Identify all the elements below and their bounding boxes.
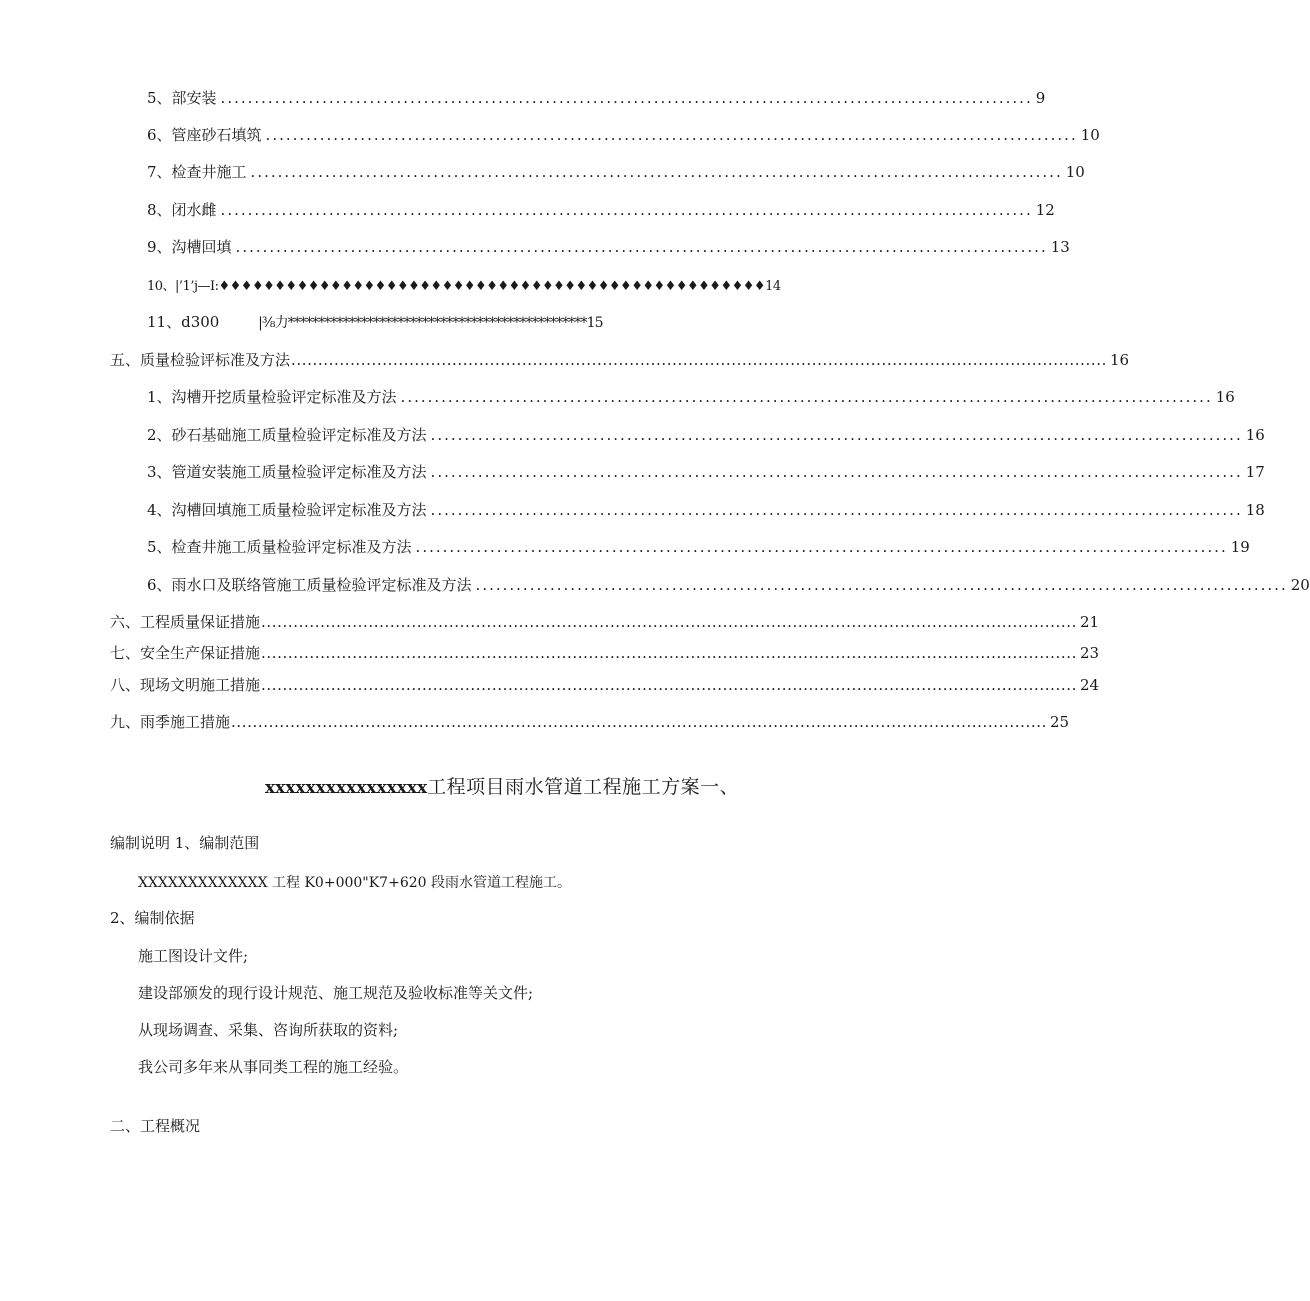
toc-leader-dots: ........................................................................................................................................................ [261, 644, 1077, 662]
toc-entry-garbled-text: |⅜力*************************************************15 [258, 315, 603, 331]
toc-entry[interactable] [147, 237, 1070, 257]
toc-entry[interactable] [147, 575, 1310, 595]
toc-leader-dots: ........................................................................................................................................................ [231, 713, 1047, 731]
toc-entry-label: 七、安全生产保证措施 [110, 644, 261, 662]
toc-page-number: 18 [1245, 501, 1265, 519]
toc-section-entry[interactable] [110, 643, 1100, 663]
toc-page-number: 25 [1049, 713, 1070, 731]
toc-leader-dots: ........................................................................................................................ [475, 576, 1288, 594]
toc-page-number: 19 [1230, 538, 1250, 556]
toc-entry-label: 6、雨水口及联络管施工质量检验评定标准及方法 [147, 576, 472, 594]
toc-entry-garbled-text: 10、|’1’j—I:♦♦♦♦♦♦♦♦♦♦♦♦♦♦♦♦♦♦♦♦♦♦♦♦♦♦♦♦♦♦♦♦♦♦♦♦♦♦♦♦♦♦♦♦♦♦♦♦♦14 [147, 279, 781, 294]
toc-leader-dots: ........................................................................................................................ [430, 426, 1243, 444]
toc-entry-label: 八、现场文明施工措施 [110, 676, 261, 694]
toc-entry-garbled[interactable] [147, 275, 781, 297]
toc-entry-label: 8、闭水雌 [147, 201, 217, 219]
section-heading: 编制说明 1、编制范围 [110, 834, 260, 852]
toc-entry-label: 5、检查井施工质量检验评定标准及方法 [147, 538, 412, 556]
toc-entry-label: 9、沟槽回填 [147, 238, 232, 256]
scope-paragraph: XXXXXXXXXXXXX 工程 K0+000"K7+620 段雨水管道工程施工。 [138, 875, 571, 891]
toc-leader-dots: ........................................................................................................................................................ [261, 676, 1077, 694]
toc-page-number: 10 [1080, 126, 1100, 144]
toc-entry[interactable] [147, 200, 1055, 220]
toc-entry-label: 6、管座砂石填筑 [147, 126, 262, 144]
toc-leader-dots: ........................................................................................................................ [430, 501, 1243, 519]
toc-page-number: 16 [1245, 426, 1265, 444]
toc-entry[interactable] [147, 88, 1046, 108]
toc-entry-label: 3、管道安装施工质量检验评定标准及方法 [147, 463, 427, 481]
toc-entry-label: 六、工程质量保证措施 [110, 613, 261, 631]
toc-entry-garbled[interactable] [147, 312, 707, 333]
basis-item: 建设部颁发的现行设计规范、施工规范及验收标准等关文件; [138, 984, 534, 1002]
toc-entry[interactable] [147, 425, 1265, 445]
toc-entry-label: 五、质量检验评标准及方法 [110, 351, 291, 369]
toc-entry-label: 2、砂石基础施工质量检验评定标准及方法 [147, 426, 427, 444]
toc-page-number: 17 [1245, 463, 1265, 481]
toc-entry-garbled-number: 11、d300 [147, 313, 220, 331]
toc-leader-dots: ........................................................................................................................ [430, 463, 1243, 481]
document-title [265, 774, 739, 801]
toc-page-number: 12 [1035, 201, 1055, 219]
toc-leader-dots: ........................................................................................................................ [400, 388, 1213, 406]
toc-entry-label: 4、沟槽回填施工质量检验评定标准及方法 [147, 501, 427, 519]
toc-entry[interactable] [147, 162, 1085, 182]
toc-leader-dots: ........................................................................................................................ [265, 126, 1078, 144]
toc-page-number: 10 [1065, 163, 1085, 181]
toc-leader-dots: ........................................................................................................................ [250, 163, 1063, 181]
toc-section-entry[interactable] [110, 350, 1130, 370]
toc-entry[interactable] [147, 387, 1235, 407]
toc-entry-label: 5、部安装 [147, 89, 217, 107]
toc-entry-label: 1、沟槽开挖质量检验评定标准及方法 [147, 388, 397, 406]
toc-leader-dots: ........................................................................................................................................................ [261, 613, 1077, 631]
toc-entry-label: 九、雨季施工措施 [110, 713, 231, 731]
toc-entry[interactable] [147, 125, 1100, 145]
section-heading: 二、工程概况 [110, 1117, 201, 1135]
toc-section-entry[interactable] [110, 612, 1100, 632]
toc-leader-dots: ........................................................................................................................ [235, 238, 1048, 256]
toc-page-number: 13 [1050, 238, 1070, 256]
section-heading: 2、编制依据 [110, 909, 195, 927]
document-title-text: 工程项目雨水管道工程施工方案一、 [427, 776, 740, 798]
toc-leader-dots: ........................................................................................................................ [415, 538, 1228, 556]
toc-page-number: 21 [1079, 613, 1100, 631]
toc-leader-dots: ........................................................................................................................ [220, 201, 1033, 219]
toc-page-number: 23 [1079, 644, 1100, 662]
toc-leader-dots: ........................................................................................................................................................ [291, 351, 1107, 369]
basis-item: 我公司多年来从事同类工程的施工经验。 [138, 1058, 409, 1076]
toc-section-entry[interactable] [110, 675, 1100, 695]
toc-page-number: 16 [1109, 351, 1130, 369]
toc-entry[interactable] [147, 462, 1265, 482]
toc-entry[interactable] [147, 500, 1265, 520]
toc-section-entry[interactable] [110, 712, 1070, 732]
toc-entry-label: 7、检查井施工 [147, 163, 247, 181]
toc-entry[interactable] [147, 537, 1250, 557]
basis-item: 从现场调查、采集、咨询所获取的资料; [138, 1021, 399, 1039]
toc-page-number: 20 [1290, 576, 1310, 594]
basis-item: 施工图设计文件; [138, 947, 249, 965]
toc-page-number: 24 [1079, 676, 1100, 694]
document-title-placeholder: xxxxxxxxxxxxxxxx [265, 778, 428, 798]
toc-page-number: 16 [1215, 388, 1235, 406]
toc-page-number: 9 [1035, 89, 1046, 107]
toc-leader-dots: ........................................................................................................................ [220, 89, 1033, 107]
